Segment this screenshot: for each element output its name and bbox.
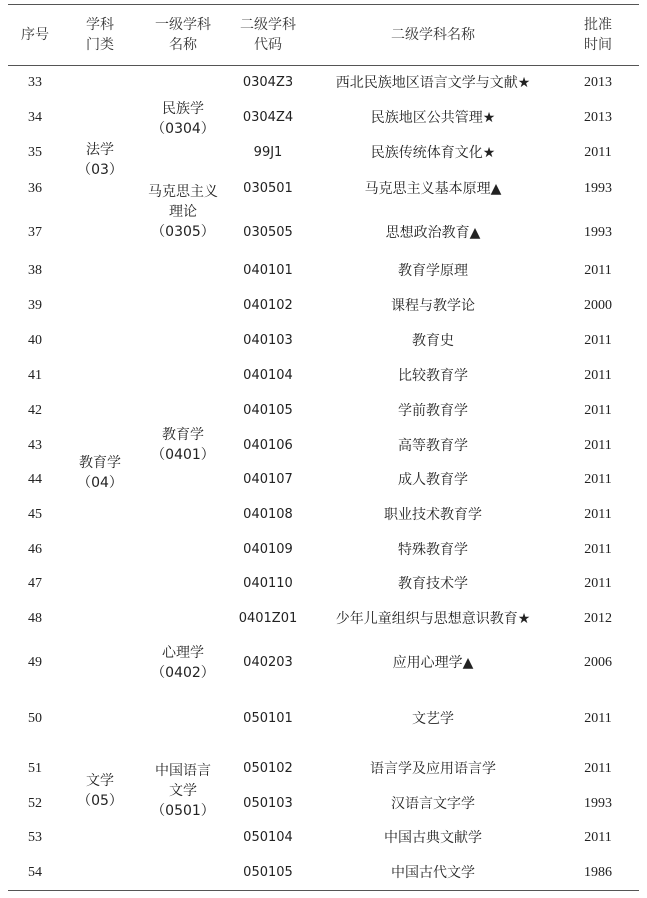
cell-seq: 48 xyxy=(28,611,42,626)
cell-year: 2011 xyxy=(584,472,612,487)
header-second-code-line2: 代码 xyxy=(254,37,282,53)
category-law xyxy=(62,140,138,180)
cell-name: 教育学原理 xyxy=(398,263,468,279)
cell-seq: 38 xyxy=(28,263,42,278)
cell-seq: 51 xyxy=(28,761,42,776)
cell-name: 职业技术教育学 xyxy=(384,507,482,523)
cell-name: 课程与教学论 xyxy=(391,298,475,314)
first-level-chinese-literature-line: （0501） xyxy=(151,803,215,819)
category-literature xyxy=(62,771,138,811)
header-seq xyxy=(8,14,62,56)
cell-code: 050102 xyxy=(243,761,293,776)
cell-seq: 54 xyxy=(28,865,42,880)
cell-code: 040109 xyxy=(243,542,293,557)
cell-name: 教育史 xyxy=(412,333,454,349)
header-approval-line1: 批准 xyxy=(584,17,612,33)
first-level-ethnology-line: （0304） xyxy=(151,121,215,137)
cell-code: 0304Z3 xyxy=(242,75,294,90)
first-level-pedagogy-line: （0401） xyxy=(151,447,215,463)
header-category-line1: 学科 xyxy=(86,17,114,33)
cell-code: 040101 xyxy=(243,263,293,278)
cell-seq: 41 xyxy=(28,368,42,383)
first-level-marxism-line: 理论 xyxy=(169,204,197,220)
first-level-chinese-literature-line: 中国语言 xyxy=(155,763,211,779)
table-bottom-rule xyxy=(8,890,639,891)
cell-name: 应用心理学▲ xyxy=(392,655,474,671)
cell-year: 1993 xyxy=(584,225,612,240)
cell-year: 2011 xyxy=(584,403,612,418)
header-category xyxy=(62,14,138,56)
header-category-line2: 门类 xyxy=(86,37,114,53)
cell-code: 040107 xyxy=(243,472,293,487)
cell-year: 2011 xyxy=(584,507,612,522)
cell-name: 民族地区公共管理★ xyxy=(370,110,496,126)
cell-seq: 33 xyxy=(28,75,42,90)
cell-year: 2012 xyxy=(584,611,612,626)
first-level-psychology-line: （0402） xyxy=(151,665,215,681)
cell-year: 2013 xyxy=(584,75,612,90)
cell-seq: 39 xyxy=(28,298,42,313)
cell-code: 050105 xyxy=(243,865,293,880)
cell-name: 中国古典文献学 xyxy=(384,830,482,846)
category-education xyxy=(62,453,138,493)
cell-year: 2006 xyxy=(584,655,612,670)
cell-code: 030501 xyxy=(243,181,293,196)
cell-code: 050101 xyxy=(243,711,293,726)
category-literature-line: （05） xyxy=(77,793,123,809)
table-top-rule xyxy=(8,4,639,5)
cell-year: 2013 xyxy=(584,110,612,125)
cell-code: 040108 xyxy=(243,507,293,522)
cell-seq: 43 xyxy=(28,438,42,453)
header-first-level-line1: 一级学科 xyxy=(155,17,211,33)
cell-code: 0401Z01 xyxy=(238,611,298,626)
cell-code: 030505 xyxy=(243,225,293,240)
cell-code: 040110 xyxy=(243,576,293,591)
header-first-level-line2: 名称 xyxy=(169,37,197,53)
cell-year: 2011 xyxy=(584,761,612,776)
cell-year: 2011 xyxy=(584,576,612,591)
category-education-line: 教育学 xyxy=(79,455,121,471)
category-education-line: （04） xyxy=(77,475,123,491)
cell-name: 中国古代文学 xyxy=(391,865,475,881)
cell-seq: 37 xyxy=(28,225,42,240)
category-literature-line: 文学 xyxy=(86,773,114,789)
cell-name: 比较教育学 xyxy=(398,368,468,384)
cell-seq: 40 xyxy=(28,333,42,348)
first-level-psychology-line: 心理学 xyxy=(162,645,204,661)
cell-seq: 34 xyxy=(28,110,42,125)
cell-code: 040203 xyxy=(243,655,293,670)
cell-seq: 46 xyxy=(28,542,42,557)
cell-year: 2011 xyxy=(584,333,612,348)
cell-name: 汉语言文字学 xyxy=(391,796,475,812)
cell-code: 040103 xyxy=(243,333,293,348)
header-second-name xyxy=(308,14,558,56)
cell-name: 民族传统体育文化★ xyxy=(370,145,496,161)
cell-name: 文艺学 xyxy=(412,711,454,727)
cell-name: 高等教育学 xyxy=(398,438,468,454)
cell-code: 040104 xyxy=(243,368,293,383)
cell-name: 少年儿童组织与思想意识教育★ xyxy=(335,611,531,627)
table-header-rule xyxy=(8,65,639,66)
cell-name: 语言学及应用语言学 xyxy=(370,761,496,777)
first-level-pedagogy xyxy=(138,425,228,465)
first-level-ethnology-line: 民族学 xyxy=(162,101,204,117)
first-level-chinese-literature-line: 文学 xyxy=(169,783,197,799)
first-level-marxism-line: 马克思主义 xyxy=(148,184,218,200)
cell-seq: 49 xyxy=(28,655,42,670)
cell-code: 040102 xyxy=(243,298,293,313)
first-level-psychology xyxy=(138,643,228,683)
cell-code: 0304Z4 xyxy=(242,110,294,125)
cell-year: 2011 xyxy=(584,368,612,383)
cell-year: 2011 xyxy=(584,263,612,278)
header-second-code-line1: 二级学科 xyxy=(240,17,296,33)
cell-code: 040105 xyxy=(243,403,293,418)
cell-year: 2011 xyxy=(584,542,612,557)
cell-name: 成人教育学 xyxy=(398,472,468,488)
first-level-marxism xyxy=(138,182,228,242)
cell-name: 教育技术学 xyxy=(398,576,468,592)
first-level-marxism-line: （0305） xyxy=(151,224,215,240)
header-second-code xyxy=(228,14,308,56)
cell-code: 99J1 xyxy=(253,145,283,160)
cell-seq: 53 xyxy=(28,830,42,845)
cell-year: 1986 xyxy=(584,865,612,880)
cell-name: 学前教育学 xyxy=(398,403,468,419)
header-approval-line2: 时间 xyxy=(584,37,612,53)
first-level-chinese-literature xyxy=(138,761,228,821)
cell-year: 2011 xyxy=(584,711,612,726)
header-seq-label: 序号 xyxy=(21,27,49,43)
first-level-pedagogy-line: 教育学 xyxy=(162,427,204,443)
cell-seq: 44 xyxy=(28,472,42,487)
cell-year: 2011 xyxy=(584,145,612,160)
header-approval xyxy=(558,14,638,56)
cell-seq: 35 xyxy=(28,145,42,160)
cell-seq: 42 xyxy=(28,403,42,418)
cell-name: 马克思主义基本原理▲ xyxy=(364,181,502,197)
cell-name: 西北民族地区语言文学与文献★ xyxy=(335,75,531,91)
cell-code: 050104 xyxy=(243,830,293,845)
category-law-line: （03） xyxy=(77,162,123,178)
category-law-line: 法学 xyxy=(86,142,114,158)
first-level-ethnology xyxy=(138,99,228,139)
cell-seq: 45 xyxy=(28,507,42,522)
cell-name: 思想政治教育▲ xyxy=(385,225,481,241)
cell-seq: 52 xyxy=(28,796,42,811)
cell-name: 特殊教育学 xyxy=(398,542,468,558)
cell-seq: 50 xyxy=(28,711,42,726)
cell-seq: 47 xyxy=(28,576,42,591)
cell-code: 040106 xyxy=(243,438,293,453)
cell-year: 2011 xyxy=(584,830,612,845)
header-second-name-label: 二级学科名称 xyxy=(391,27,475,43)
cell-year: 2011 xyxy=(584,438,612,453)
header-first-level xyxy=(138,14,228,56)
cell-year: 2000 xyxy=(584,298,612,313)
cell-year: 1993 xyxy=(584,181,612,196)
cell-year: 1993 xyxy=(584,796,612,811)
cell-seq: 36 xyxy=(28,181,42,196)
cell-code: 050103 xyxy=(243,796,293,811)
